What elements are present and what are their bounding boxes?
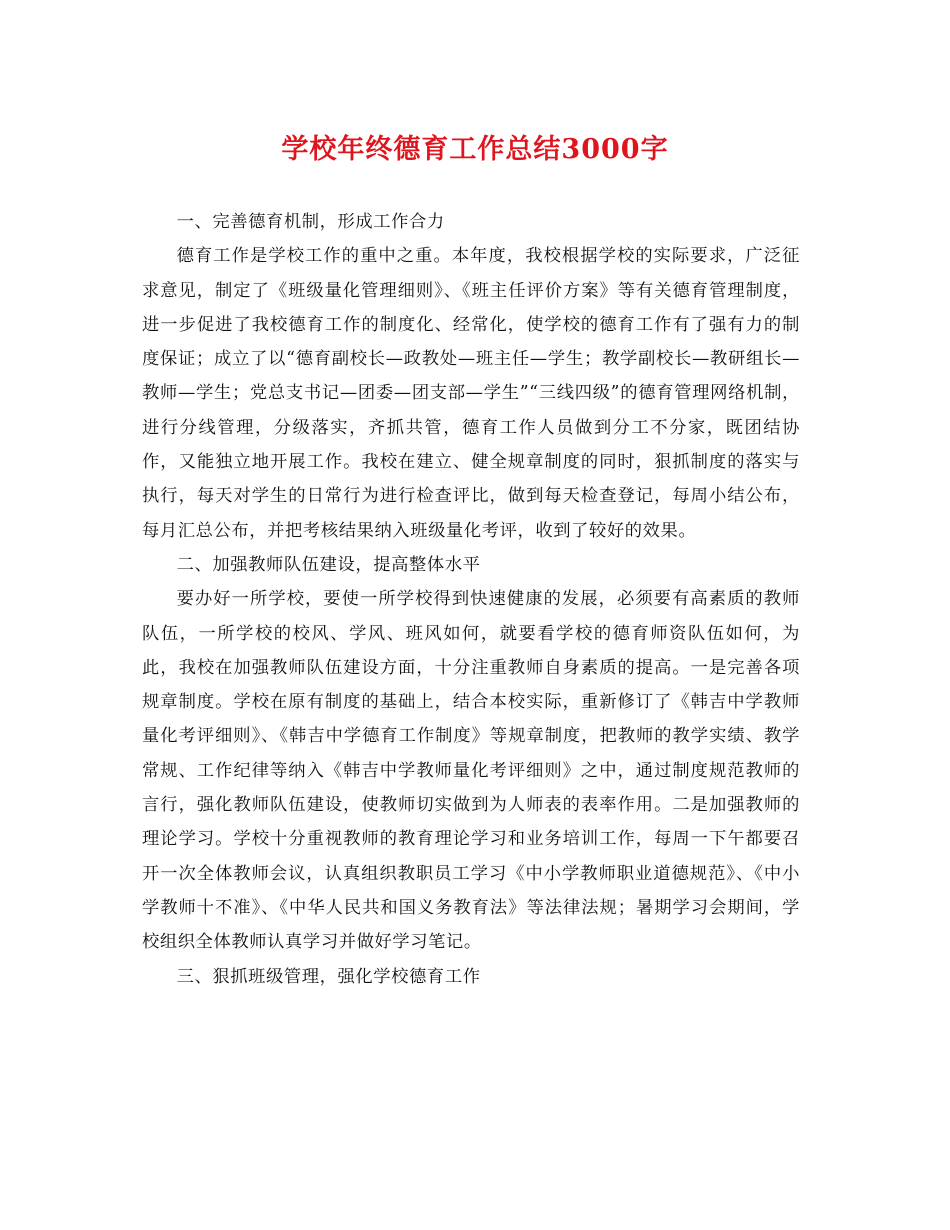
section-heading-1: 一、完善德育机制，形成工作合力 [176, 212, 445, 232]
section-heading-3: 三、狠抓班级管理，强化学校德育工作 [176, 966, 481, 987]
document-title: 学校年终德育工作总结3000字 [281, 134, 669, 165]
paragraph-2: 要办好一所学校，要使一所学校得到快速健康的发展，必须要有高素质的教师队伍，一所学校的校风、学风、班风如何，就要看学校的德育师资队伍如何，为此，我校在加强教师队伍建设方面，十分注重教师自身素质的提高。一是完善各项规章制度。学校在原有制度的基础上，结合本校实际，重新修订了《韩吉中学教师量化考评细则》、《韩吉中学德育工作制度》等规章制度，把教师的教学实绩、教学常规、工作纪律等纳入《韩吉中学教师量化考评细则》之中，通过制度规范教师的言行，强化教师队伍建设，使教师切实做到为人师表的表率作用。二是加强教师的理论学习。学校十分重视教师的教育理论学习和业务培训工作，每周一下午都要召开一次全体教师会议，认真组织教职员工学习《中小学教师职业道德规范》、《中小学教师十不准》、《中华人民共和国义务教育法》等法律法规；暑期学习会期间，学校组织全体教师认真学习并做好学习笔记。 [142, 589, 800, 953]
section-heading-2: 二、加强教师队伍建设，提高整体水平 [176, 554, 481, 575]
document-body [142, 205, 800, 994]
paragraph-1: 德育工作是学校工作的重中之重。本年度，我校根据学校的实际要求，广泛征求意见，制定了《班级量化管理细则》、《班主任评价方案》等有关德育管理制度，进一步促进了我校德育工作的制度化、经常化，使学校的德育工作有了强有力的制度保证；成立了以“德育副校长—政教处—班主任—学生；教学副校长—教研组长—教师—学生；党总支书记—团委—团支部—学生”“三线四级”的德育管理网络机制，进行分线管理，分级落实，齐抓共管，德育工作人员做到分工不分家，既团结协作，又能独立地开展工作。我校在建立、健全规章制度的同时，狠抓制度的落实与执行，每天对学生的日常行为进行检查评比，做到每天检查登记，每周小结公布，每月汇总公布，并把考核结果纳入班级量化考评，收到了较好的效果。 [142, 246, 800, 541]
